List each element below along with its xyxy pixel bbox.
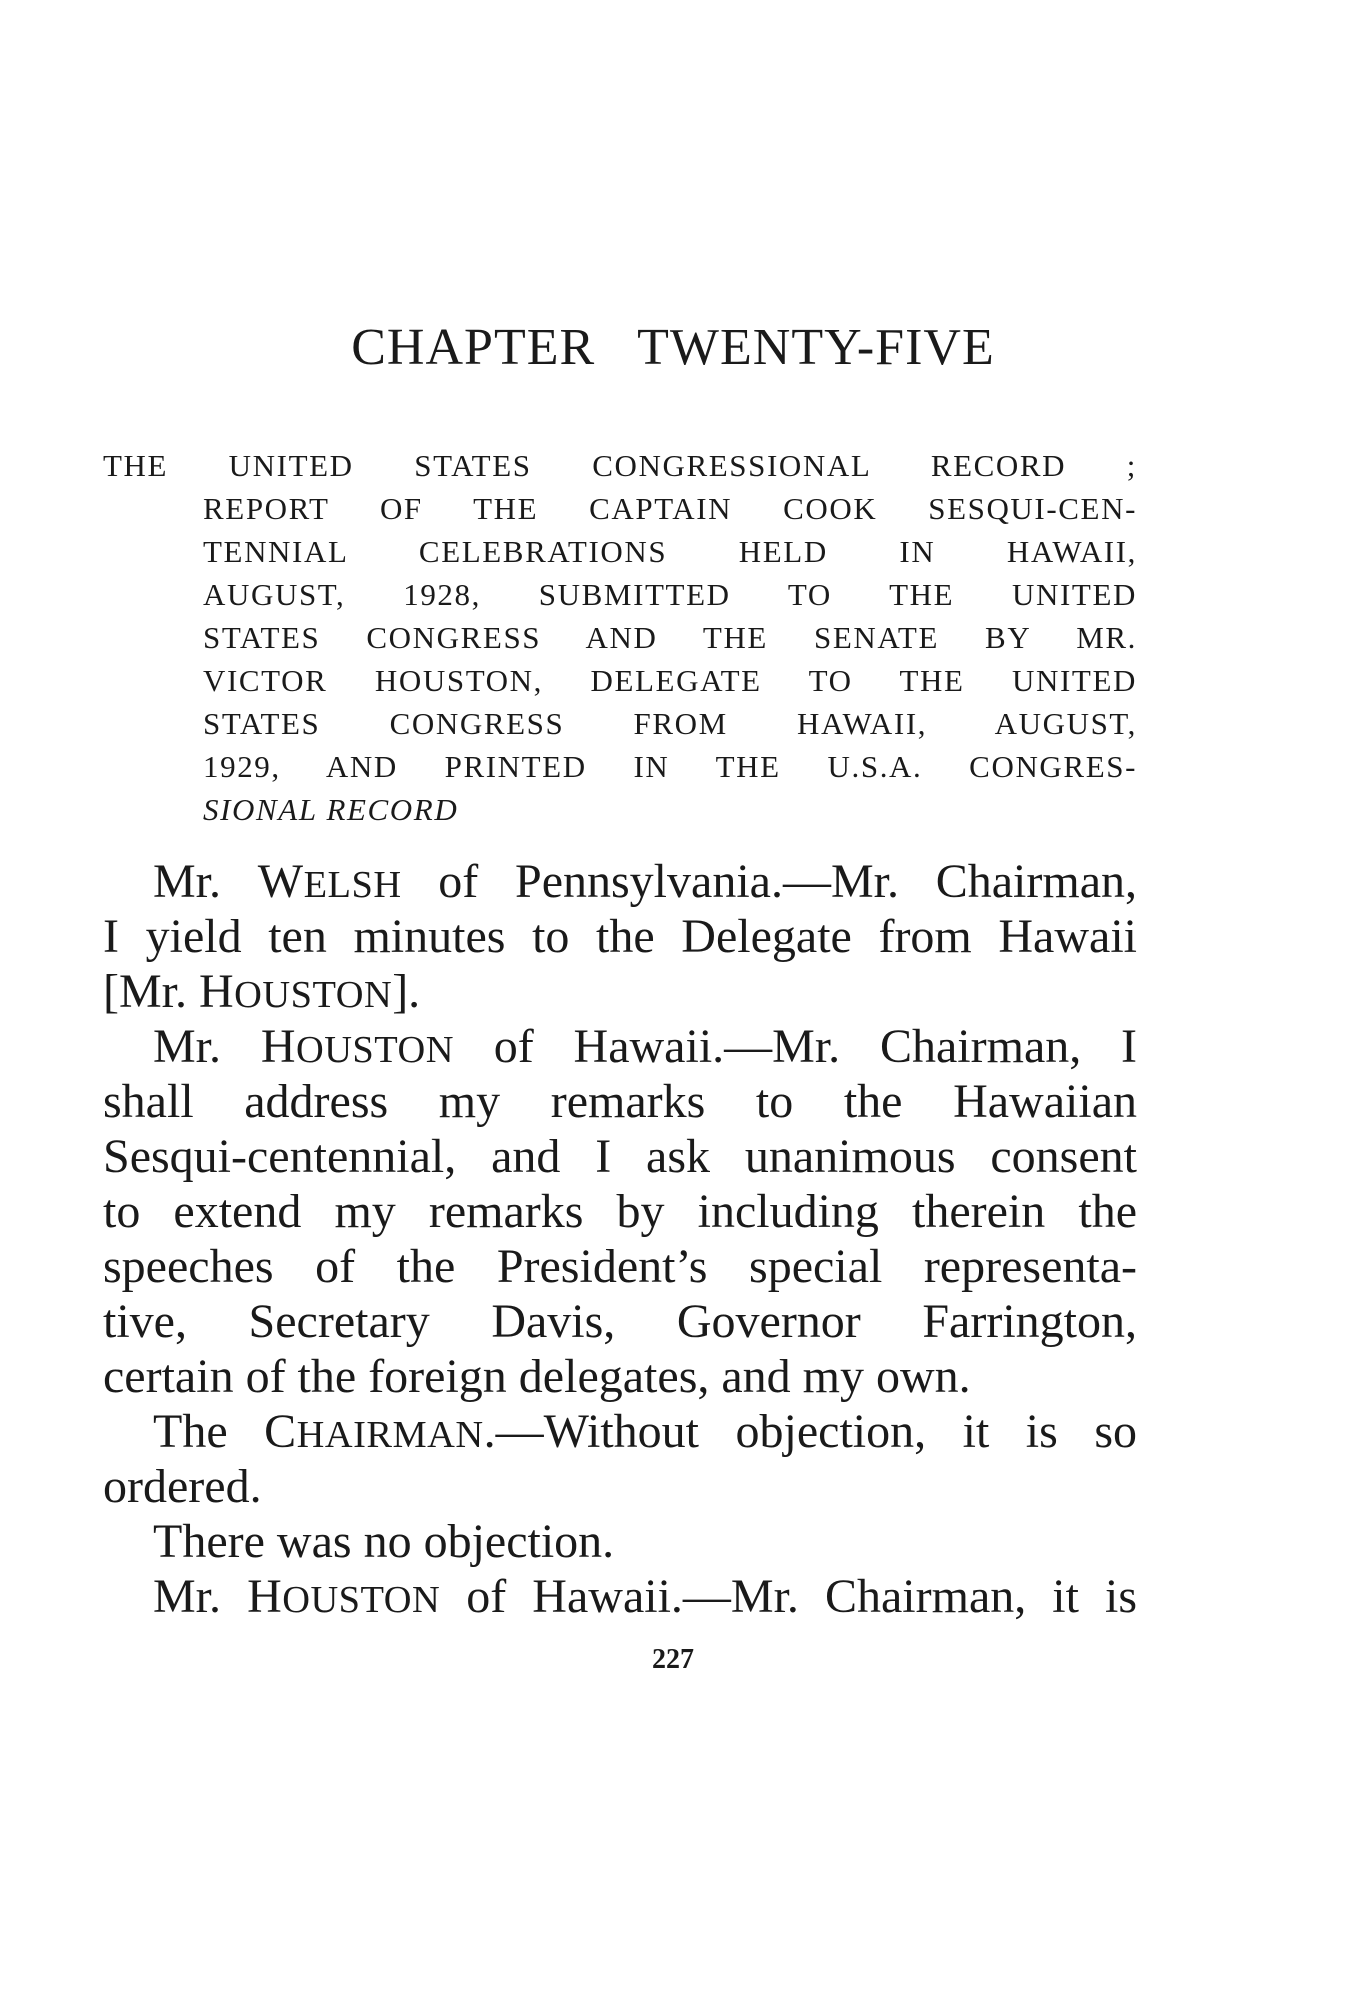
- speaker-name: HOUSTON: [260, 1020, 454, 1073]
- text-run: Mr.: [153, 855, 258, 908]
- speaker-name: HOUSTON: [199, 965, 393, 1018]
- chapter-title-word-2: TWENTY-FIVE: [637, 319, 995, 376]
- text-run: ].: [392, 965, 421, 1018]
- page-number: 227: [652, 1644, 694, 1675]
- paragraph-line: speeches of the President’s special representa-: [103, 1240, 1137, 1293]
- text-run: Mr.: [153, 1570, 248, 1623]
- subtitle-line: 1929, AND PRINTED IN THE U.S.A. CONGRES-: [203, 749, 1137, 784]
- speaker-name: WELSH: [257, 855, 402, 908]
- subtitle-line: STATES CONGRESS AND THE SENATE BY MR.: [203, 620, 1137, 655]
- subtitle-line: REPORT OF THE CAPTAIN COOK SESQUI-CEN-: [203, 491, 1137, 526]
- paragraph-line: shall address my remarks to the Hawaiian: [103, 1075, 1137, 1128]
- text-run: [Mr.: [103, 965, 199, 1018]
- paragraph-line: certain of the foreign delegates, and my own.: [103, 1350, 971, 1403]
- text-run: of Pennsylvania.—Mr. Chairman,: [401, 855, 1137, 908]
- paragraph-line: [153, 1020, 1138, 1073]
- subtitle-line: VICTOR HOUSTON, DELEGATE TO THE UNITED: [203, 663, 1137, 698]
- paragraph-line: Sesqui-centennial, and I ask unanimous consent: [103, 1130, 1137, 1183]
- paragraph-line: [153, 1570, 1138, 1623]
- paragraph-line: tive, Secretary Davis, Governor Farrington,: [103, 1295, 1137, 1348]
- paragraph-line: I yield ten minutes to the Delegate from Hawaii: [103, 910, 1137, 963]
- subtitle-line: SIONAL RECORD: [203, 792, 459, 827]
- chapter-title: [0, 319, 1346, 376]
- subtitle-line: AUGUST, 1928, SUBMITTED TO THE UNITED: [203, 577, 1137, 612]
- text-run: of Hawaii.—Mr. Chairman, I: [454, 1020, 1138, 1073]
- paragraph-line: ordered.: [103, 1460, 262, 1513]
- text-run: Mr.: [153, 1020, 261, 1073]
- paragraph-line: [153, 1405, 1138, 1458]
- subtitle-line: STATES CONGRESS FROM HAWAII, AUGUST,: [203, 706, 1137, 741]
- paragraph-line: [103, 965, 1137, 1018]
- subtitle-line: TENNIAL CELEBRATIONS HELD IN HAWAII,: [203, 534, 1137, 569]
- text-run: of Hawaii.—Mr. Chairman, it is: [440, 1570, 1138, 1623]
- paragraph-line: to extend my remarks by including therein the: [103, 1185, 1137, 1238]
- paragraph-line: [153, 855, 1137, 908]
- speaker-name: CHAIRMAN: [264, 1405, 484, 1458]
- subtitle-line: THE UNITED STATES CONGRESSIONAL RECORD ;: [103, 448, 1137, 483]
- text-run: .—Without objection, it is so: [483, 1405, 1138, 1458]
- chapter-title-word-1: CHAPTER: [351, 319, 596, 376]
- paragraph-line: There was no objection.: [153, 1515, 615, 1568]
- text-run: The: [153, 1405, 265, 1458]
- speaker-name: HOUSTON: [247, 1570, 441, 1623]
